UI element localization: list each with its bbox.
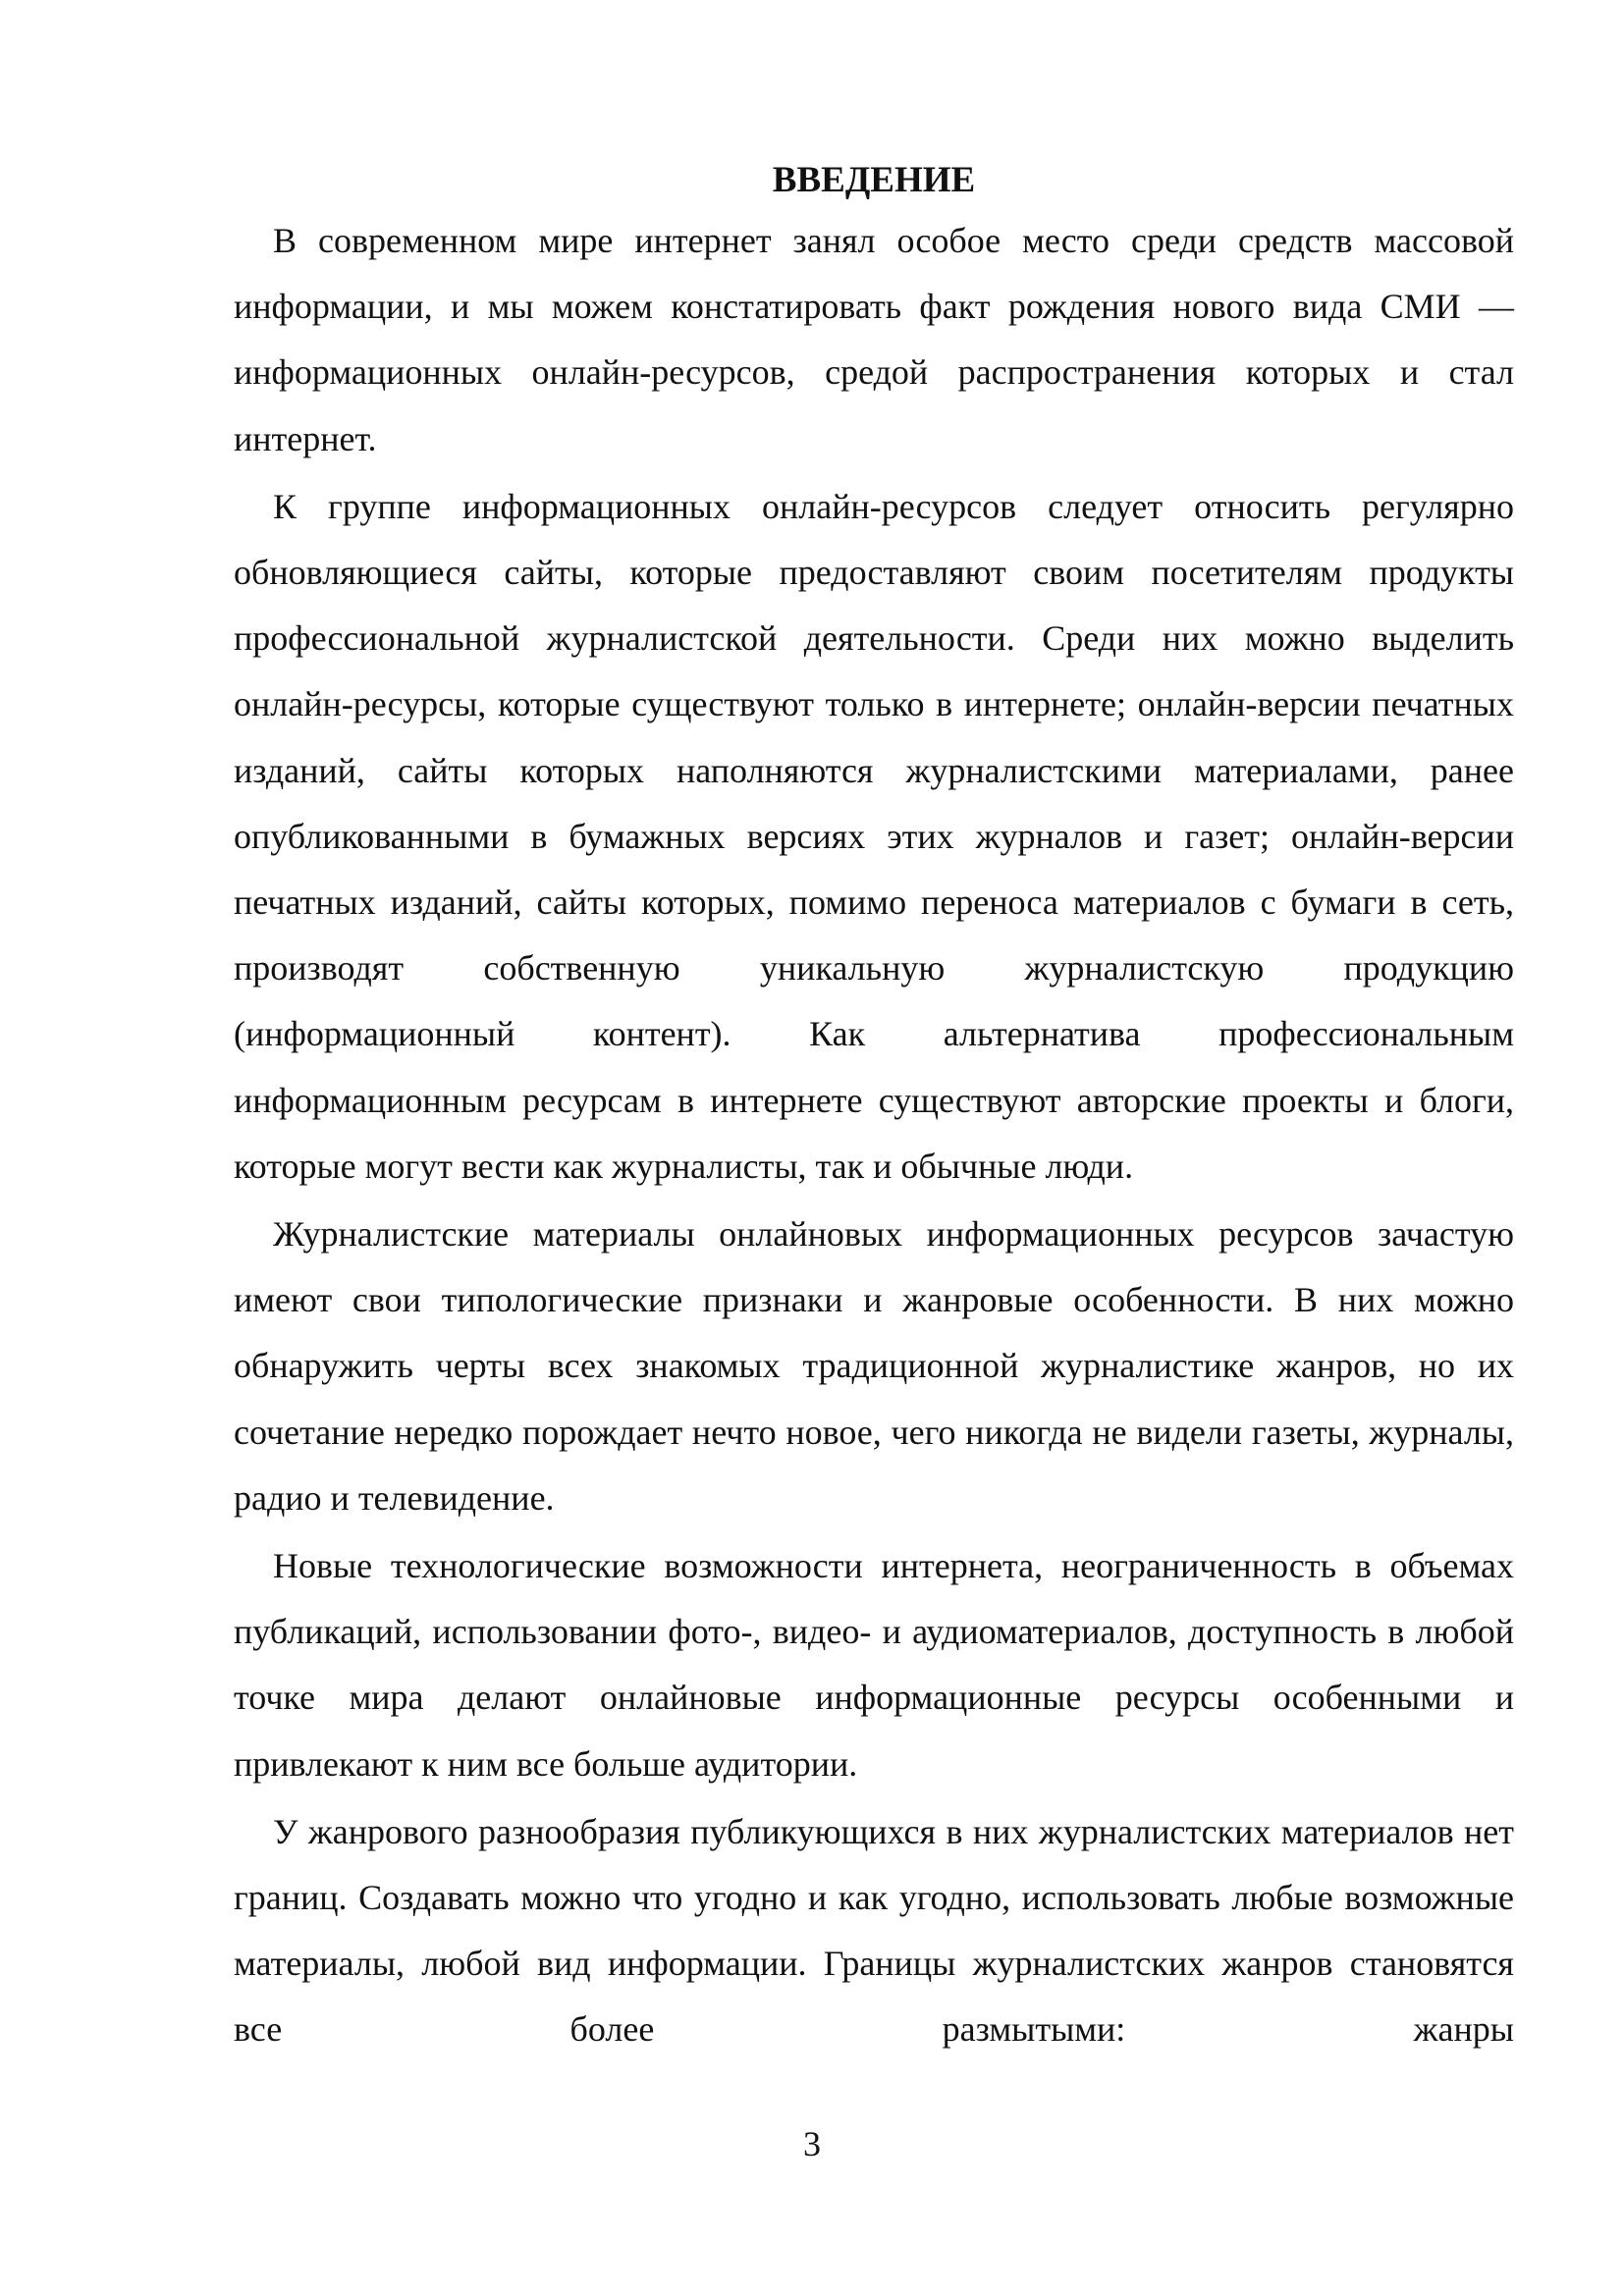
paragraph-3: Журналистские материалы онлайновых информационных ресурсов зачастую имеют свои типологические признаки и жанровые особенности. В них можно обнаружить черты всех знакомых традиционной журналистике жанров, но их сочетание нередко порождает нечто новое, чего никогда не видели газеты, журналы, радио и телевидение. — [234, 1214, 1514, 1518]
paragraph-2: К группе информационных онлайн-ресурсов следует относить регулярно обновляющиеся сайты, которые предоставляют своим посетителям продукты профессиональной журналистской деятельности. Среди них можно выделить онлайн-ресурсы, которые существуют только в интернете; онлайн-версии печатных изданий, сайты которых наполняются журналистскими материалами, ранее опубликованными в бумажных версиях этих журналов и газет; онлайн-версии печатных изданий, сайты которых, помимо переноса материалов с бумаги в сеть, производят собственную уникальную журналистскую продукцию (информационный контент). Как альтернатива профессиональным информационным ресурсам в интернете существуют авторские проекты и блоги, которые могут вести как журналисты, так и обычные люди. — [234, 486, 1514, 1186]
section-heading: ВВЕДЕНИЕ — [772, 160, 976, 200]
document-body — [234, 153, 1514, 2065]
paragraph-5: У жанрового разнообразия публикующихся в них журналистских материалов нет границ. Создавать можно что угодно и как угодно, использовать любые возможные материалы, любой вид информации. Границы журналистских жанров становятся все более размытыми: жанры — [234, 1811, 1514, 2050]
page-number: 3 — [803, 2124, 821, 2163]
paragraph-1: В современном мире интернет занял особое место среди средств массовой информации, и мы можем констатировать факт рождения нового вида СМИ — информационных онлайн-ресурсов, средой распространения которых и стал интернет. — [234, 221, 1514, 458]
paragraph-4: Новые технологические возможности интернета, неограниченность в объемах публикаций, использовании фото-, видео- и аудиоматериалов, доступность в любой точке мира делают онлайновые информационные ресурсы особенными и привлекают к ним все больше аудитории. — [234, 1546, 1514, 1784]
